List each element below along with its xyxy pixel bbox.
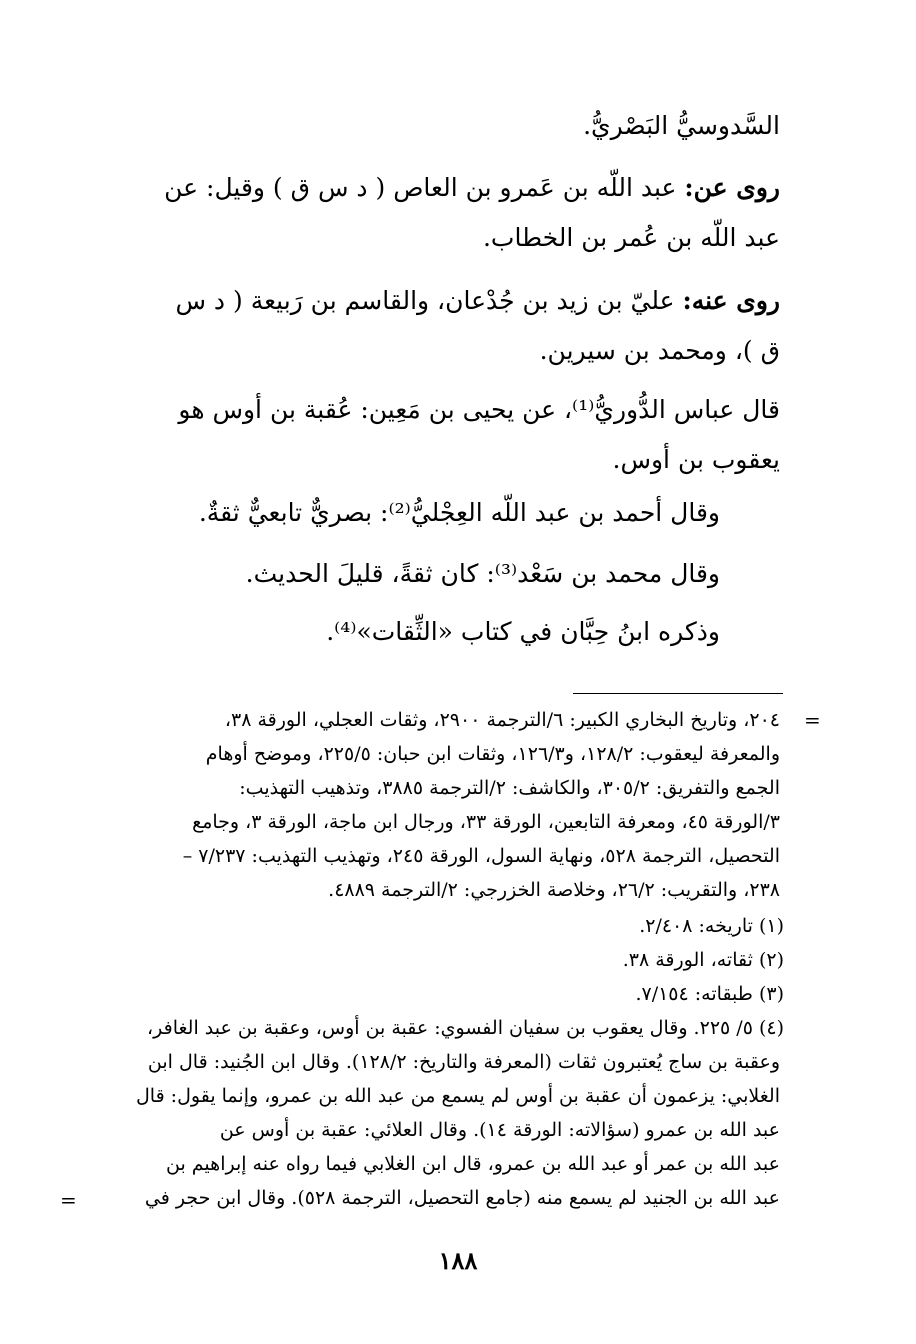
footnote-3: (٣) طبقاته: ٧/١٥٤. xyxy=(635,983,784,1005)
footnote-4-line: (٤) ٥/ ٢٢٥. وقال يعقوب بن سفيان الفسوي: عقبة بن أوس، وعقبة بن عبد الغافر، xyxy=(147,1017,784,1039)
footnote-separator xyxy=(573,693,783,694)
footnote-1: (١) تاريخه: ٢/٤٠٨. xyxy=(639,915,784,937)
text-line: وذكره ابنُ حِبَّان في كتاب «الثِّقات»⁽⁴⁾. xyxy=(326,617,720,646)
label-rawa-anhu: روى عنه: xyxy=(682,286,780,315)
text-span: عليّ بن زيد بن جُدْعان، والقاسم بن رَبيعة ( د س xyxy=(175,286,683,315)
text-line: قال عباس الدُّوريُّ⁽¹⁾، عن يحيى بن مَعِين: عُقبة بن أوس هو xyxy=(178,395,780,424)
footnote-line: ٣/الورقة ٤٥، ومعرفة التابعين، الورقة ٣٣، ورجال ابن ماجة، الورقة ٣، وجامع xyxy=(192,811,780,833)
footnote-4-line: عبد الله بن عمر أو عبد الله بن عمرو، قال ابن الغلابي فيما رواه عنه إبراهيم بن xyxy=(166,1153,780,1175)
footnote-4-line: عبد الله بن الجنيد لم يسمع منه (جامع التحصيل، الترجمة ٥٢٨). وقال ابن حجر في xyxy=(144,1187,780,1209)
text-line: ق )، ومحمد بن سيرين. xyxy=(539,336,780,365)
text-line xyxy=(80,283,780,319)
footnote-line: الجمع والتفريق: ٣٠٥/٢، والكاشف: ٢/الترجمة ٣٨٨٥، وتذهيب التهذيب: xyxy=(239,777,780,799)
continuation-mark: = xyxy=(804,708,821,732)
footnote-line: والمعرفة ليعقوب: ١٢٨/٢، و١٢٦/٣، وثقات ابن حبان: ٢٢٥/٥، وموضح أوهام xyxy=(205,743,780,765)
footnote-line: ٢٣٨، والتقريب: ٢٦/٢، وخلاصة الخزرجي: ٢/الترجمة ٤٨٨٩. xyxy=(328,879,780,901)
text-line: عبد اللّه بن عُمر بن الخطاب. xyxy=(482,223,780,252)
footnote-4-line: وعقبة بن ساج يُعتبرون ثقات (المعرفة والتاريخ: ١٢٨/٢). وقال ابن الجُنيد: قال ابن xyxy=(147,1051,780,1073)
text-span: عبد اللّه بن عَمرو بن العاص ( د س ق ) وقيل: عن xyxy=(164,173,685,202)
text-line: وقال أحمد بن عبد اللّه العِجْليُّ⁽²⁾: بصريٌّ تابعيٌّ ثقةٌ. xyxy=(198,498,720,527)
continuation-mark: = xyxy=(60,1188,77,1212)
footnote-4-line: عبد الله بن عمرو (سؤالاته: الورقة ١٤). وقال العلائي: عقبة بن أوس عن xyxy=(219,1119,780,1141)
footnote-4-line: الغلابي: يزعمون أن عقبة بن أوس لم يسمع من عبد الله بن عمرو، وإنما يقول: قال xyxy=(135,1085,780,1107)
page-number: ١٨٨ xyxy=(438,1246,478,1275)
text-line: السَّدوسيُّ البَصْريُّ. xyxy=(583,111,780,140)
text-line xyxy=(80,170,780,206)
footnote-2: (٢) ثقاته، الورقة ٣٨. xyxy=(622,949,784,971)
footnote-line: التحصيل، الترجمة ٥٢٨، ونهاية السول، الورقة ٢٤٥، وتهذيب التهذيب: ٧/٢٣٧ – xyxy=(182,845,780,867)
footnote-line: ٢٠٤، وتاريخ البخاري الكبير: ٦/الترجمة ٢٩٠٠، وثقات العجلي، الورقة ٣٨، xyxy=(224,709,780,731)
text-line: وقال محمد بن سَعْد⁽³⁾: كان ثقةً، قليلَ الحديث. xyxy=(245,559,720,588)
label-rawa-an: روى عن: xyxy=(684,173,780,202)
text-line: يعقوب بن أوس. xyxy=(612,445,780,474)
